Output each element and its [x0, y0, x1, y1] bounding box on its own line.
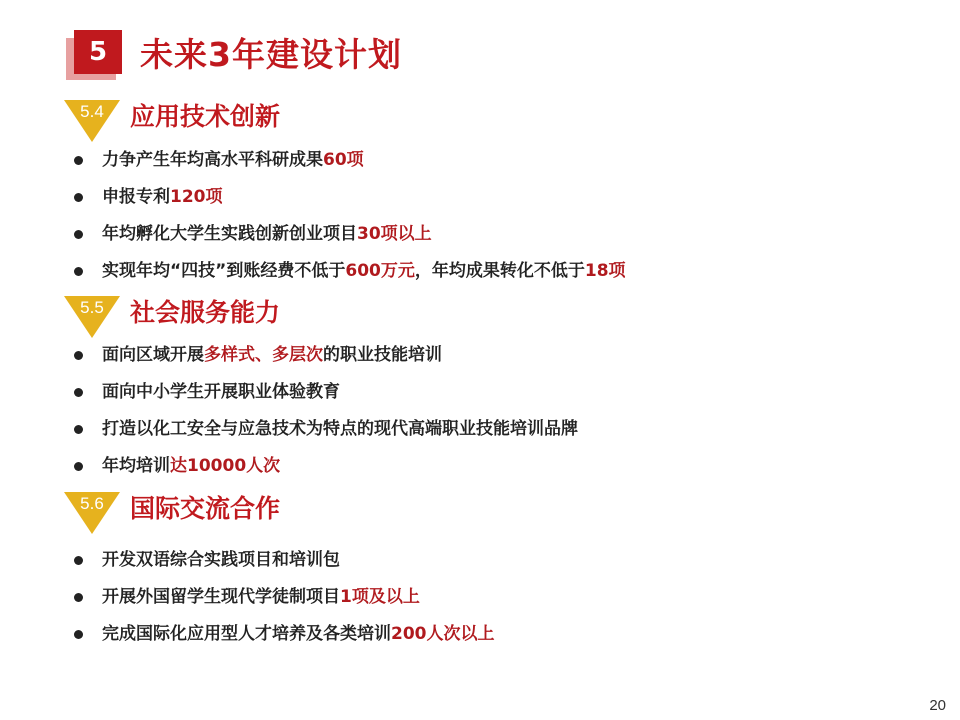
section-number: 5.6 — [80, 494, 104, 513]
bullet-dot-icon — [74, 556, 83, 565]
list-item: 完成国际化应用型人才培养及各类培训200人次以上 — [74, 616, 495, 653]
title-number-box: 5 — [74, 30, 122, 74]
list-item: 面向中小学生开展职业体验教育 — [74, 374, 578, 411]
bullet-dot-icon — [74, 425, 83, 434]
bullet-dot-icon — [74, 193, 83, 202]
bullet-dot-icon — [74, 230, 83, 239]
list-item: 申报专利120项 — [74, 179, 626, 216]
section-number: 5.4 — [80, 102, 104, 121]
bullet-dot-icon — [74, 351, 83, 360]
bullet-list-5-5 — [74, 337, 578, 485]
bullet-list-5-4 — [74, 142, 626, 290]
bullet-dot-icon — [74, 462, 83, 471]
list-item: 年均孵化大学生实践创新创业项目30项以上 — [74, 216, 626, 253]
list-item: 打造以化工安全与应急技术为特点的现代高端职业技能培训品牌 — [74, 411, 578, 448]
bullet-dot-icon — [74, 156, 83, 165]
section-badge — [64, 100, 120, 144]
list-item: 开发双语综合实践项目和培训包 — [74, 542, 495, 579]
section-title: 社会服务能力 — [130, 298, 281, 327]
bullet-dot-icon — [74, 388, 83, 397]
bullet-list-5-6 — [74, 542, 495, 653]
page-title: 未来3年建设计划 — [140, 35, 402, 74]
section-title: 国际交流合作 — [130, 494, 281, 523]
list-item: 实现年均“四技”到账经费不低于600万元，年均成果转化不低于18项 — [74, 253, 626, 290]
bullet-dot-icon — [74, 630, 83, 639]
list-item: 面向区域开展多样式、多层次的职业技能培训 — [74, 337, 578, 374]
section-badge — [64, 296, 120, 340]
page-number: 20 — [929, 697, 946, 714]
list-item: 开展外国留学生现代学徒制项目1项及以上 — [74, 579, 495, 616]
section-title: 应用技术创新 — [130, 102, 281, 131]
list-item: 年均培训达10000人次 — [74, 448, 578, 485]
list-item: 力争产生年均高水平科研成果60项 — [74, 142, 626, 179]
bullet-dot-icon — [74, 267, 83, 276]
section-number: 5.5 — [80, 298, 104, 317]
section-badge — [64, 492, 120, 536]
bullet-dot-icon — [74, 593, 83, 602]
